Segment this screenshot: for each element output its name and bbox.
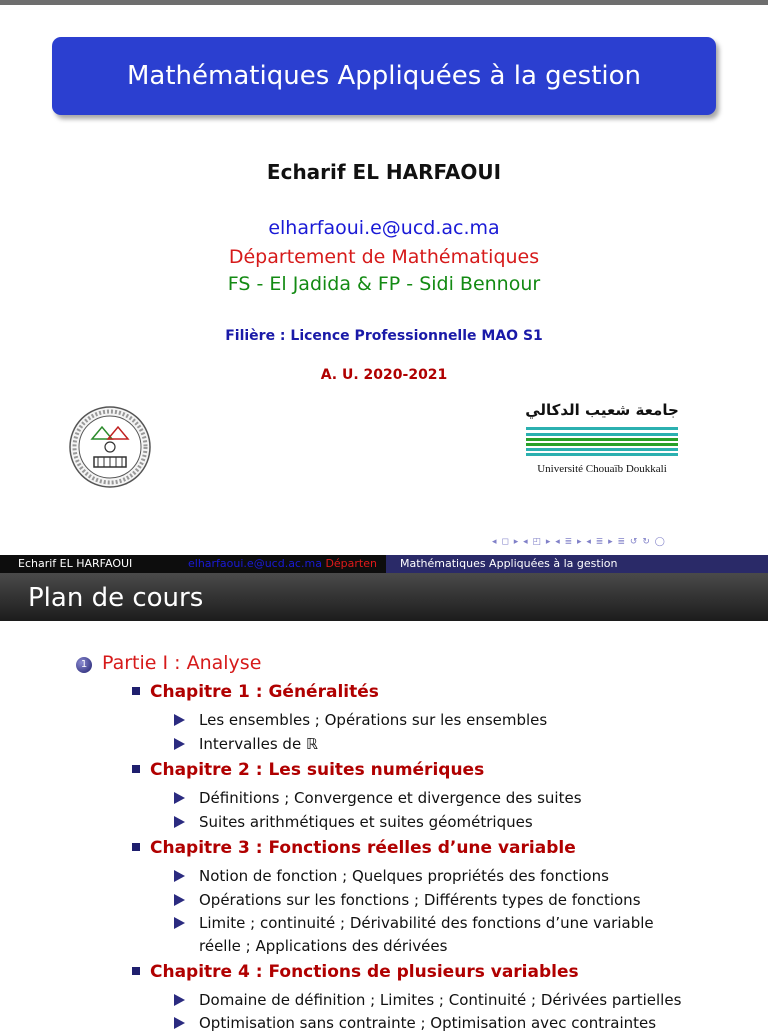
square-bullet-icon <box>132 687 140 695</box>
academic-year: A. U. 2020-2021 <box>320 367 448 383</box>
university-name-latin: Université Chouaïb Doukkali <box>537 463 667 475</box>
list-item: Les ensembles ; Opérations sur les ensembles <box>174 711 547 729</box>
square-bullet-icon <box>132 843 140 851</box>
list-item: Notion de fonction ; Quelques propriétés des fonctions <box>174 867 609 885</box>
triangle-bullet-icon <box>174 917 185 929</box>
triangle-bullet-icon <box>174 1017 185 1029</box>
department: Département de Mathématiques <box>228 246 540 268</box>
university-logo-stripes <box>526 427 678 457</box>
triangle-bullet-icon <box>174 870 185 882</box>
chapter-heading: Chapitre 1 : Généralités <box>132 682 379 702</box>
part-number-bullet: 1 <box>76 657 92 673</box>
university-logo <box>522 401 682 483</box>
square-bullet-icon <box>132 765 140 773</box>
filiere: Filière : Licence Professionnelle MAO S1 <box>225 328 543 344</box>
beamer-navigation-icons[interactable]: ◂ ◻ ▸ ◂ ◰ ▸ ◂ ≣ ▸ ◂ ≣ ▸ ≣ ↺ ↻ ◯ <box>492 537 666 547</box>
header-contact <box>180 555 386 573</box>
header-title: Mathématiques Appliquées à la gestion <box>386 555 768 573</box>
triangle-bullet-icon <box>174 816 185 828</box>
title-slide <box>0 5 768 547</box>
list-item: Suites arithmétiques et suites géométriques <box>174 813 533 831</box>
author-email[interactable]: elharfaoui.e@ucd.ac.ma <box>268 217 500 239</box>
list-item: Limite ; continuité ; Dérivabilité des fonctions d’une variable <box>174 914 654 932</box>
list-item-continuation: réelle ; Applications des dérivées <box>199 937 448 955</box>
faculty-seal-logo <box>68 405 152 489</box>
author-name: Echarif EL HARFAOUI <box>266 160 502 184</box>
slide-header-bar <box>0 555 768 573</box>
university-name-arabic: جامعة شعيب الدكالي <box>525 401 679 419</box>
list-item: Optimisation sans contrainte ; Optimisation avec contraintes <box>174 1014 656 1032</box>
triangle-bullet-icon <box>174 714 185 726</box>
chapter-heading: Chapitre 2 : Les suites numériques <box>132 760 484 780</box>
chapter-heading: Chapitre 4 : Fonctions de plusieurs variables <box>132 962 579 982</box>
triangle-bullet-icon <box>174 792 185 804</box>
header-department: Départen <box>325 557 377 570</box>
list-item: Intervalles de ℝ <box>174 735 318 753</box>
part-heading <box>76 652 261 674</box>
list-item: Domaine de définition ; Limites ; Continuité ; Dérivées partielles <box>174 991 681 1009</box>
chapter-heading: Chapitre 3 : Fonctions réelles d’une variable <box>132 838 576 858</box>
list-item: Opérations sur les fonctions ; Différents types de fonctions <box>174 891 641 909</box>
square-bullet-icon <box>132 967 140 975</box>
part-label: Partie I : Analyse <box>102 652 262 674</box>
triangle-bullet-icon <box>174 738 185 750</box>
triangle-bullet-icon <box>174 894 185 906</box>
presentation-title: Mathématiques Appliquées à la gestion <box>52 37 716 115</box>
faculty: FS - El Jadida & FP - Sidi Bennour <box>227 273 541 295</box>
list-item: Définitions ; Convergence et divergence des suites <box>174 789 582 807</box>
triangle-bullet-icon <box>174 994 185 1006</box>
header-author: Echarif EL HARFAOUI <box>0 555 180 573</box>
frame-title: Plan de cours <box>0 573 768 621</box>
header-email[interactable]: elharfaoui.e@ucd.ac.ma <box>188 557 322 570</box>
